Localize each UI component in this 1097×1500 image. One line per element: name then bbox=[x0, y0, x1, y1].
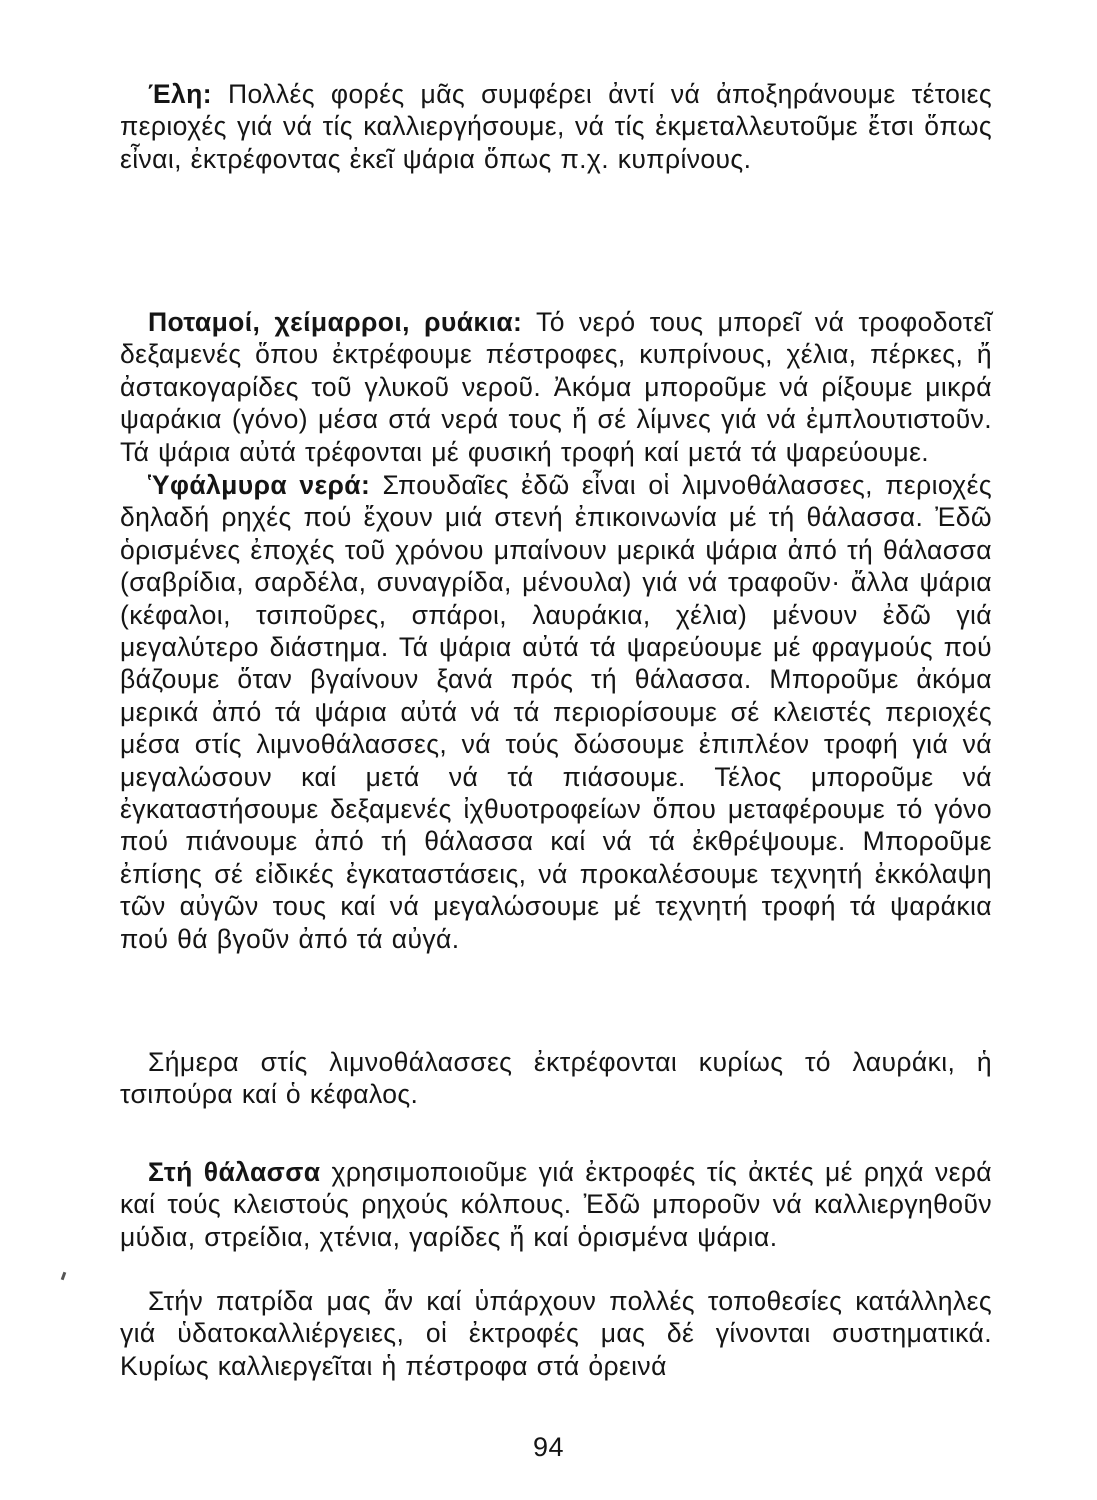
text-potamoi: Τό νερό τους μπορεῖ νά τροφοδοτεῖ δεξαμενές ὅπου ἐκτρέφουμε πέστροφες, κυπρίνους, χέλια, πέρκες, ἤ ἀστακογαρίδες τοῦ γλυκοῦ νεροῦ. Ἀκόμα μποροῦμε νά ρίξουμε μικρά ψαράκια (γόνο) μέσα στά νερά τους ἤ σέ λίμνες γιά νά ἐμπλουτιστοῦν. Τά ψάρια αὐτά τρέφονται μέ φυσική τροφή καί μετά τά ψαρεύουμε. bbox=[120, 307, 992, 467]
paragraph-yfalmyra bbox=[120, 469, 992, 955]
term-yfalmyra: Ὑφάλμυρα νερά: bbox=[148, 470, 371, 500]
document-page bbox=[120, 72, 993, 1381]
paragraph-simera bbox=[120, 1046, 992, 1111]
text-ele: Πολλές φορές μᾶς συμφέρει ἀντί νά ἀποξηράνουμε τέτοιες περιοχές γιά νά τίς καλλιεργήσουμε, νά τίς ἐκμεταλλευτοῦμε ἔτσι ὅπως εἶναι, ἐκτρέφοντας ἐκεῖ ψάρια ὅπως π.χ. κυπρίνους. bbox=[120, 79, 992, 174]
term-potamoi: Ποταμοί, χείμαρροι, ρυάκια: bbox=[148, 307, 523, 337]
text-simera: Σήμερα στίς λιμνοθάλασσες ἐκτρέφονται κυρίως τό λαυράκι, ἡ τσιπούρα καί ὁ κέφαλος. bbox=[120, 1047, 992, 1110]
text-patrida: Στήν πατρίδα μας ἄν καί ὑπάρχουν πολλές τοποθεσίες κατάλληλες γιά ὑδατοκαλλιέργειες, οἱ ἐκτροφές μας δέ γίνονται συστηματικά. Κυρίως καλλιεργεῖται ἡ πέστροφα στά ὀρεινά bbox=[120, 1286, 992, 1381]
page-number: 94 bbox=[532, 1432, 565, 1462]
paragraph-thalassa bbox=[120, 1156, 992, 1253]
paragraph-patrida bbox=[120, 1285, 992, 1382]
term-ele: Έλη: bbox=[148, 79, 212, 109]
term-thalassa: Στή θάλασσα bbox=[148, 1157, 321, 1187]
scan-speck bbox=[61, 1272, 67, 1281]
text-thalassa: χρησιμοποιοῦμε γιά ἐκτροφές τίς ἀκτές μέ ρηχά νερά καί τούς κλειστούς ρηχούς κόλπους. Ἐδῶ μποροῦν νά καλλιεργηθοῦν μύδια, στρείδια, χτένια, γαρίδες ἤ καί ὁρισμένα ψάρια. bbox=[120, 1157, 993, 1252]
text-yfalmyra: Σπουδαῖες ἐδῶ εἶναι οἱ λιμνοθάλασσες, περιοχές δηλαδή ρηχές πού ἔχουν μιά στενή ἐπικοινωνία μέ τή θάλασσα. Ἐδῶ ὁρισμένες ἐποχές τοῦ χρόνου μπαίνουν μερικά ψάρια ἀπό τή θάλασσα (σαβρίδια, σαρδέλα, συναγρίδα, μένουλα) γιά νά τραφοῦν· ἄλλα ψάρια (κέφαλοι, τσιποῦρες, σπάροι, λαυράκια, χέλια) μένουν ἐδῶ γιά μεγαλύτερο διάστημα. Τά ψάρια αὐτά τά ψαρεύουμε μέ φραγμούς πού βάζουμε ὅταν βγαίνουν ξανά πρός τή θάλασσα. Μποροῦμε ἀκόμα μερικά ἀπό τά ψάρια αὐτά νά τά περιορίσουμε σέ κλειστές περιοχές μέσα στίς λιμνοθάλασσες, νά τούς δώσουμε ἐπιπλέον τροφή γιά νά μεγαλώσουν καί μετά νά τά πιάσουμε. Τέλος μποροῦμε νά ἐγκαταστήσουμε δεξαμενές ἰχθυοτροφείων ὅπου μεταφέρουμε τό γόνο πού πιάνουμε ἀπό τή θάλασσα καί νά τά ἐκθρέψουμε. Μποροῦμε ἐπίσης σέ εἰδικές ἐγκαταστάσεις, νά προκαλέσουμε τεχνητή ἐκκόλαψη τῶν αὐγῶν τους καί νά μεγαλώσουμε μέ τεχνητή τροφή τά ψαράκια πού θά βγοῦν ἀπό τά αὐγά. bbox=[120, 470, 993, 954]
paragraph-ele bbox=[120, 78, 992, 175]
paragraph-potamoi bbox=[120, 306, 992, 468]
